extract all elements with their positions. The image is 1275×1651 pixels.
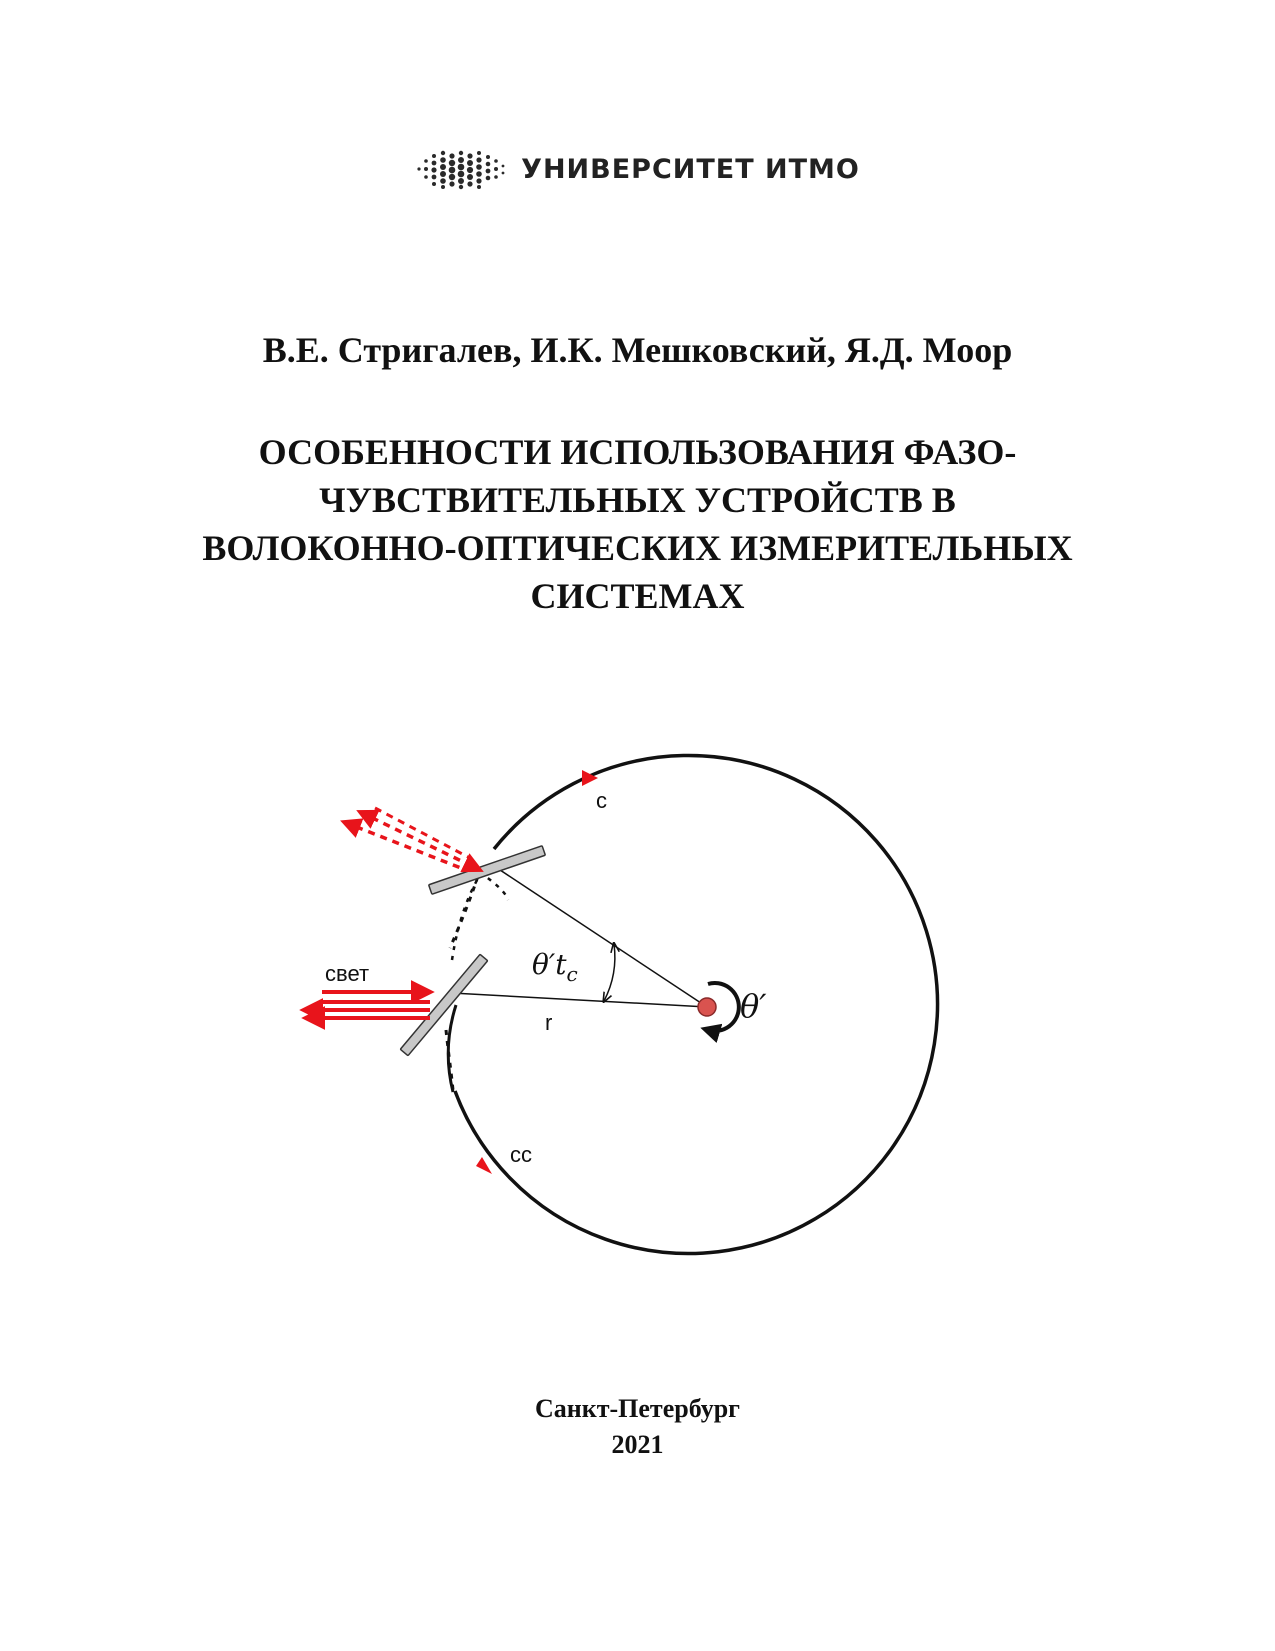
label-rotation: θ′ — [740, 987, 767, 1025]
year: 2021 — [611, 1430, 664, 1459]
ring-path — [455, 755, 937, 1253]
title-line-4: СИСТЕМАХ — [530, 576, 745, 616]
label-light: свет — [325, 961, 370, 986]
label-c: c — [596, 788, 607, 813]
title-line-1: ОСОБЕННОСТИ ИСПОЛЬЗОВАНИЯ ФАЗО- — [258, 432, 1017, 472]
angle-arc — [604, 944, 615, 1001]
dashed-beam-3 — [375, 808, 470, 858]
city: Санкт-Петербург — [535, 1394, 740, 1423]
ring-segment-left — [448, 1005, 456, 1092]
title-line-3: ВОЛОКОННО-ОПТИЧЕСКИХ ИЗМЕРИТЕЛЬНЫХ — [202, 528, 1073, 568]
title-line-2: ЧУВСТВИТЕЛЬНЫХ УСТРОЙСТВ В — [319, 480, 956, 520]
label-angle-main: θ′t — [532, 948, 567, 981]
label-angle — [532, 948, 578, 986]
radius-line-r — [452, 993, 707, 1007]
rotation-center-icon — [698, 998, 716, 1016]
mirror-lower — [400, 954, 487, 1055]
arrow-cc-icon — [476, 1157, 492, 1174]
radius-line-top — [494, 866, 707, 1007]
authors: В.Е. Стригалев, И.К. Мешковский, Я.Д. Моор — [262, 330, 1013, 370]
label-cc: cc — [510, 1142, 532, 1167]
dashed-beam-1 — [360, 812, 480, 870]
label-angle-sub: c — [566, 962, 578, 986]
label-r: r — [545, 1010, 553, 1035]
logo-text: УНИВЕРСИТЕТ ИТМО — [521, 153, 860, 185]
